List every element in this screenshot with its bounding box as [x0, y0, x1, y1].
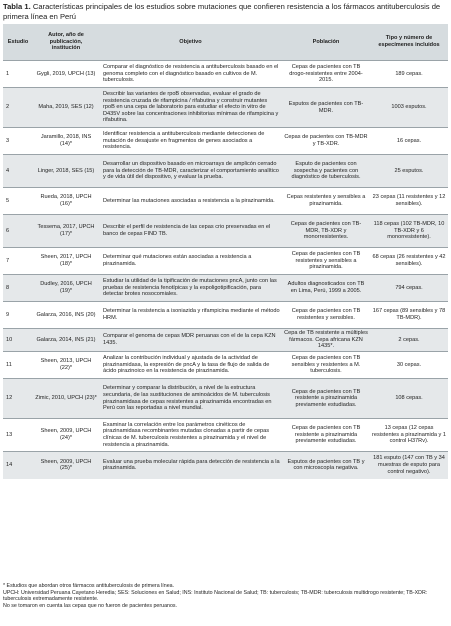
table-row — [3, 215, 448, 248]
cell-tipo: 25 esputos. — [370, 155, 448, 188]
cell-poblacion: Cepas de pacientes con TB-MDR y TB-XDR. — [284, 134, 368, 147]
cell-autor: Dudley, 2016, UPCH (19)* — [33, 275, 99, 302]
cell-poblacion: Cepas de pacientes con TB resistentes y sensibles. — [291, 308, 361, 321]
footnote: UPCH: Universidad Peruana Cayetano Heredia; SES: Soluciones en Salud; INS: Instituto Nacional de Salud; TB: tuberculosis; TB-MDR: tuberculosis multidrogo resistente; TB-XDR: tuberculosis extremadamente resistente. — [3, 589, 428, 603]
header-tipo: Tipo y número de especímenes incluidos — [370, 24, 448, 61]
cell-tipo: 23 cepas (11 resistentes y 12 sensibles). — [372, 194, 446, 207]
cell-objetivo: Comparar el diagnóstico de resistencia a antituberculosis basado en el genoma completo con el diagnóstico basado en cultivos de M. tuberculosis. — [103, 64, 279, 84]
table-row — [3, 302, 448, 329]
cell-objetivo: Determinar qué mutaciones están asociadas a resistencia a pirazinamida. — [103, 254, 252, 267]
cell-poblacion: Esputos de pacientes con TB-MDR. — [282, 88, 370, 128]
cell-estudio: 4 — [3, 155, 33, 188]
cell-autor: Galarza, 2014, INS (21) — [33, 329, 99, 352]
cell-objetivo: Comparar el genoma de cepas MDR peruanas con el de la cepa KZN 1435. — [99, 329, 282, 352]
cell-poblacion: Esputos de pacientes con TB y con microscopía negativa. — [282, 452, 370, 479]
cell-poblacion: Cepas de pacientes con TB sensibles y resistentes a M. tuberculosis. — [291, 355, 361, 375]
cell-estudio: 12 — [3, 379, 33, 419]
cell-poblacion: Cepas de pacientes con TB resistente a pirazinamida previamente estudiadas. — [291, 425, 361, 445]
cell-estudio: 6 — [3, 215, 33, 248]
cell-autor: Sheen, 2017, UPCH (18)* — [40, 254, 92, 267]
cell-autor: Sheen, 2009, UPCH (24)* — [40, 428, 92, 441]
header-autor: Autor, año de publicación, institución — [33, 24, 99, 61]
table-header — [3, 24, 448, 61]
cell-tipo: 108 cepas. — [370, 379, 448, 419]
table-row — [3, 379, 448, 419]
table-row — [3, 329, 448, 352]
table-row — [3, 188, 448, 215]
header-poblacion: Población — [282, 24, 370, 61]
cell-tipo: 181 esputo (147 con TB y 34 muestras de esputo para control negativo). — [370, 452, 448, 479]
cell-poblacion: Cepas resistentes y sensibles a pirazinamida. — [286, 194, 366, 207]
cell-estudio: 9 — [6, 311, 10, 318]
cell-autor: Sheen, 2009, UPCH (25)* — [33, 452, 99, 479]
cell-objetivo: Analizar la contribución individual y ajustada de la actividad de pirazinamidasa, la expresión de pncA y la tasa de flujo de salida de ácido pirazinoico en la resistencia de pirazinamida. — [103, 355, 270, 375]
cell-poblacion: Cepas de pacientes con TB drogo-resistentes entre 2004-2015. — [289, 64, 363, 84]
cell-objetivo: Desarrollar un dispositivo basado en microarrays de amplicón cerrado para la detección de TB-MDR, caracterizar el comportamiento analítico y de vida útil del dispositivo, y evaluar la prueba. — [99, 155, 282, 188]
cell-poblacion: Cepas de pacientes con TB resistentes y sensibles a pirazinamida. — [291, 251, 361, 271]
cell-autor: Sheen, 2013, UPCH (22)* — [40, 358, 92, 371]
cell-autor: Zimic, 2010, UPCH (23)* — [33, 379, 99, 419]
cell-estudio: 13 — [6, 431, 13, 438]
cell-objetivo: Estudiar la utilidad de la tipificación de mutaciones pncA, junto con las pruebas de resistencia fenotípicas y la espoligotipificación, para detectar brotes nosocomiales. — [99, 275, 282, 302]
cell-tipo: 1003 esputos. — [370, 88, 448, 128]
table-row — [3, 275, 448, 302]
cell-autor: Gygli, 2019, UPCH (13) — [36, 70, 96, 77]
cell-estudio: 2 — [3, 88, 33, 128]
cell-tipo: 13 cepas (12 cepas resistentes a pirazinamida y 1 control H37Rv). — [372, 425, 446, 445]
cell-autor: Linger, 2018, SES (15) — [33, 155, 99, 188]
cell-estudio: 10 — [3, 329, 33, 352]
cell-tipo: 167 cepas (89 sensibles y 78 TB-MDR). — [372, 308, 446, 321]
cell-tipo: 794 cepas. — [370, 275, 448, 302]
cell-objetivo: Describir el perfil de resistencia de las cepas crio preservadas en el banco de cepas FIND TB. — [99, 215, 282, 248]
footnote: No se tomaron en cuenta las cepas que no fueron de pacientes peruanos. — [3, 602, 178, 609]
table-row — [3, 419, 448, 452]
table-row — [3, 61, 448, 88]
table-row — [3, 128, 448, 155]
table-title — [3, 2, 448, 22]
studies-table — [3, 24, 448, 479]
cell-tipo: 189 cepas. — [395, 70, 423, 77]
cell-objetivo: Determinar la resistencia a isoniazida y rifampicina mediante el método HRM. — [103, 308, 280, 321]
table-row — [3, 155, 448, 188]
cell-tipo: 16 cepas. — [396, 137, 422, 144]
cell-estudio: 8 — [3, 275, 33, 302]
cell-autor: Rueda, 2018, UPCH (16)* — [40, 194, 92, 207]
cell-estudio: 14 — [3, 452, 33, 479]
footnotes — [3, 583, 448, 609]
cell-objetivo: Determinar y comparar la distribución, a nivel de la estructura secundaria, de las sustituciones de aminoácidos de M. tuberculosis pirazinamidasa de cepas resistentes a pirazinamida encontradas en Perú con las reportadas a nivel mundial. — [99, 379, 282, 419]
cell-tipo: 2 cepas. — [370, 329, 448, 352]
cell-poblacion: Cepa de TB resistente a múltiples fármacos. Cepa africana KZN 1435*. — [282, 329, 370, 352]
cell-tipo: 68 cepas (26 resistentes y 42 sensibles). — [372, 254, 446, 267]
table-caption: Características principales de los estudios sobre mutaciones que confieren resistencia a los fármacos antituberculosis de primera línea en Perú — [3, 2, 441, 21]
cell-estudio: 1 — [6, 70, 10, 77]
cell-autor: Galarza, 2016, INS (20) — [36, 311, 96, 318]
cell-objetivo: Describir las variantes de rpoB observadas, evaluar el grado de resistencia cruzada de rifampicina / rifabutina y construir mutantes rpoB en una cepa de laboratorio para estudiar el efecto in vitro de D435V sobre las concentraciones inhibitorias mínimas de rifampicina y rifabutina. — [99, 88, 282, 128]
cell-tipo: 30 cepas. — [396, 361, 422, 368]
footnote: * Estudios que abordan otros fármacos antituberculosis de primera línea. — [3, 583, 175, 589]
cell-tipo: 118 cepas (102 TB-MDR, 10 TB-XDR y 6 monorresistente). — [370, 215, 448, 248]
cell-objetivo: Identificar resistencia a antituberculosis mediante detecciones de mutación de desajuste en fragmentos de genes asociados a resistencia. — [103, 131, 265, 151]
cell-poblacion: Esputo de pacientes con sospecha y pacientes con diagnóstico de tuberculosis. — [282, 155, 370, 188]
cell-poblacion: Adultos diagnosticados con TB en Lima, Perú, 1999 a 2005. — [282, 275, 370, 302]
table-row — [3, 352, 448, 379]
cell-estudio: 7 — [6, 257, 10, 264]
table-row — [3, 88, 448, 128]
cell-poblacion: Cepas de pacientes con TB-MDR, TB-XDR y monorresistentes. — [282, 215, 370, 248]
header-objetivo: Objetivo — [99, 24, 282, 61]
cell-objetivo: Determinar las mutaciones asociadas a resistencia a la pirazinamida. — [103, 197, 275, 204]
table-row — [3, 452, 448, 479]
cell-objetivo: Examinar la correlación entre los parámetros cinéticos de pirazinamidasa recombinantes mutadas clonadas a partir de cepas clínicas de M. tuberculosis resistentes a pirazinamida y el nivel de resistencia a pirazinamida. — [103, 421, 270, 448]
cell-estudio: 11 — [6, 361, 12, 368]
cell-poblacion: Cepas de pacientes con TB resistente a pirazinamida previamente estudiadas. — [282, 379, 370, 419]
cell-estudio: 5 — [6, 197, 10, 204]
table-body — [3, 61, 448, 479]
cell-autor: Maha, 2019, SES (12) — [33, 88, 99, 128]
cell-estudio: 3 — [6, 137, 10, 144]
cell-objetivo: Evaluar una prueba molecular rápida para detección de resistencia a la pirazinamida. — [99, 452, 282, 479]
cell-autor: Tessema, 2017, UPCH (17)* — [33, 215, 99, 248]
table-row — [3, 248, 448, 275]
cell-autor: Jaramillo, 2018, INS (14)* — [40, 134, 92, 147]
header-estudio: Estudio — [3, 24, 33, 61]
table-label: Tabla 1. — [3, 2, 31, 11]
